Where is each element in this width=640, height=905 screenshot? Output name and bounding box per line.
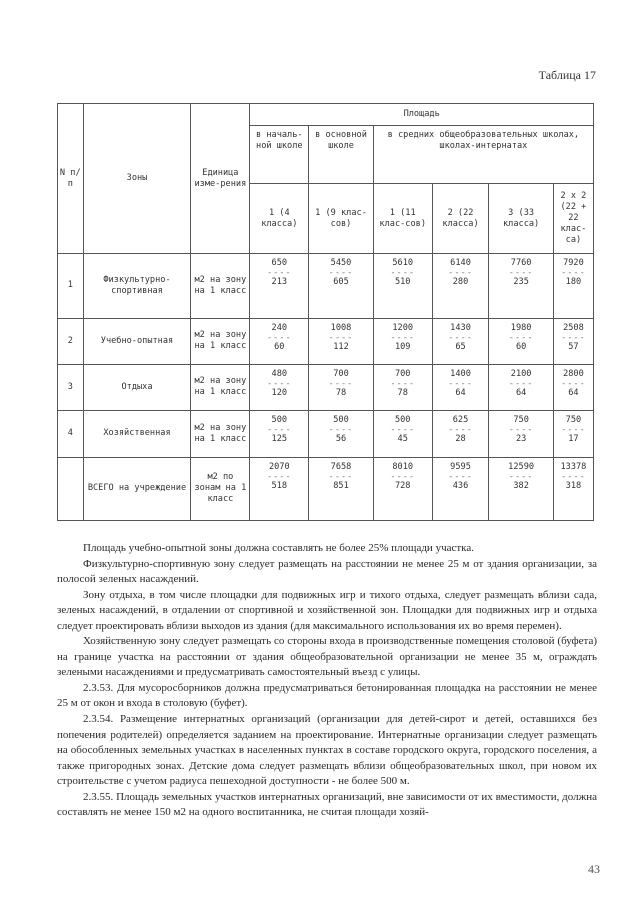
value-per-zone: 500 [394, 414, 411, 425]
value-cell [432, 318, 489, 364]
fraction-divider: ---- [508, 424, 534, 435]
value-per-class: 235 [513, 277, 529, 288]
fraction-divider: ---- [328, 424, 354, 435]
fraction-divider: ---- [266, 471, 292, 482]
header-col-3: 1 (11 клас-сов) [373, 184, 432, 254]
fraction-divider: ---- [266, 268, 292, 279]
value-per-class: 57 [568, 341, 579, 352]
paragraph: Хозяйственную зону следует размещать со стороны входа в производственные помещения столовой (буфета) на границе участка на расстоянии от здания общеобразовательной организации не менее 35 м, ограждать зелеными насаждениями и предусматривать самостоятельный въезд с улицы. [57, 635, 597, 679]
value-cell [250, 364, 309, 410]
value-per-class: 125 [271, 433, 288, 444]
value-per-zone: 5610 [392, 258, 414, 269]
value-per-zone: 7658 [330, 461, 352, 472]
fraction-divider: ---- [508, 378, 534, 389]
header-col-2: 1 (9 клас-сов) [309, 184, 373, 254]
fraction-divider: ---- [561, 471, 586, 482]
fraction-divider: ---- [266, 332, 292, 343]
value-per-class: 78 [335, 387, 347, 398]
value-per-zone: 240 [271, 322, 288, 333]
value-cell [553, 364, 593, 410]
value-cell [432, 364, 489, 410]
fraction-divider: ---- [390, 471, 416, 482]
fraction-divider: ---- [561, 332, 586, 343]
value-cell [309, 318, 373, 364]
value-per-zone: 480 [271, 368, 288, 379]
value-per-zone: 7760 [510, 258, 532, 269]
paragraph: 2.3.55. Площадь земельных участков интернатных организаций, вне зависимости от их вместимости, должна составлять не менее 150 м2 на одного воспитанника, не считая площади хозяй- [57, 790, 597, 819]
paragraph: Физкультурно-спортивную зону следует размещать на расстоянии не менее 25 м от здания организации, за полосой зеленых насаждений. [57, 557, 597, 586]
header-zone: Зоны [83, 104, 191, 254]
value-cell [489, 457, 553, 520]
fraction-divider: ---- [390, 424, 416, 435]
value-cell [309, 254, 373, 318]
row-unit: м2 на зону на 1 класс [191, 254, 250, 318]
paragraph: 2.3.53. Для мусоросборников должна предусматриваться бетонированная площадка на расстоянии не менее 25 м от окон и входа в столовую (буфет). [57, 681, 597, 710]
value-per-zone: 1008 [330, 322, 352, 333]
fraction-divider: ---- [561, 424, 586, 435]
row-number: 4 [58, 410, 84, 457]
value-cell [432, 457, 489, 520]
value-per-zone: 2508 [563, 322, 584, 333]
value-cell [432, 410, 489, 457]
value-per-zone: 1200 [392, 322, 414, 333]
header-basic-school: в основной школе [309, 126, 373, 184]
value-cell [489, 410, 553, 457]
value-per-zone: 8010 [392, 461, 414, 472]
value-per-zone: 1430 [450, 322, 471, 333]
value-cell [373, 457, 432, 520]
body-text [57, 541, 597, 821]
fraction-divider: ---- [448, 424, 473, 435]
value-per-class: 112 [333, 341, 349, 352]
value-per-class: 64 [568, 387, 579, 398]
value-per-zone: 1980 [510, 322, 532, 333]
value-cell [309, 410, 373, 457]
value-per-zone: 13378 [560, 461, 587, 472]
fraction-divider: ---- [561, 378, 586, 389]
value-per-class: 382 [513, 480, 529, 491]
value-per-class: 605 [333, 277, 349, 288]
value-per-zone: 9595 [450, 461, 471, 472]
value-per-class: 109 [394, 341, 411, 352]
value-per-class: 65 [455, 341, 466, 352]
table-row [58, 254, 594, 318]
paragraph: Зону отдыха, в том числе площадки для подвижных игр и тихого отдыха, следует размещать вблизи сада, зеленых насаждений, в отдалении от спортивной и хозяйственной зон. Площадки для подвижных игр и отдыха следует проектировать вблизи выходов из здания (для максимального использования их во время перемен). [57, 588, 597, 632]
value-per-class: 64 [455, 387, 466, 398]
value-per-class: 510 [394, 277, 411, 288]
row-zone: Физкультурно-спортивная [83, 254, 191, 318]
value-per-class: 64 [515, 387, 527, 398]
value-cell [489, 318, 553, 364]
value-per-zone: 700 [394, 368, 411, 379]
page-number: 43 [588, 862, 600, 876]
value-per-class: 28 [455, 433, 466, 444]
value-cell [553, 254, 593, 318]
value-cell [309, 457, 373, 520]
value-cell [250, 410, 309, 457]
row-zone: Хозяйственная [83, 410, 191, 457]
row-number: 2 [58, 318, 84, 364]
value-per-class: 78 [397, 387, 408, 398]
fraction-divider: ---- [328, 268, 354, 279]
table-row [58, 457, 594, 520]
value-per-zone: 750 [513, 414, 529, 425]
fraction-divider: ---- [328, 332, 354, 343]
value-per-zone: 500 [271, 414, 288, 425]
fraction-divider: ---- [266, 424, 292, 435]
value-cell [373, 318, 432, 364]
value-per-zone: 650 [271, 258, 288, 269]
value-per-class: 45 [397, 433, 408, 444]
value-cell [489, 254, 553, 318]
value-cell [309, 364, 373, 410]
land-area-table [57, 103, 594, 521]
value-per-class: 17 [568, 433, 579, 444]
fraction-divider: ---- [390, 378, 416, 389]
fraction-divider: ---- [390, 332, 416, 343]
value-cell [250, 254, 309, 318]
fraction-divider: ---- [561, 268, 586, 279]
row-zone: Учебно-опытная [83, 318, 191, 364]
table-row [58, 410, 594, 457]
paragraph: Площадь учебно-опытной зоны должна составлять не более 25% площади участка. [83, 542, 474, 554]
value-per-class: 436 [452, 480, 469, 491]
value-per-zone: 625 [452, 414, 469, 425]
value-cell [373, 410, 432, 457]
value-per-zone: 2070 [268, 461, 290, 472]
fraction-divider: ---- [448, 332, 473, 343]
value-per-class: 318 [565, 480, 582, 491]
row-unit: м2 на зону на 1 класс [191, 364, 250, 410]
value-per-class: 120 [271, 387, 288, 398]
table-row [58, 318, 594, 364]
fraction-divider: ---- [266, 378, 292, 389]
value-per-class: 23 [515, 433, 527, 444]
value-per-zone: 2100 [510, 368, 532, 379]
header-secondary-school: в средних общеобразовательных школах, школах-интернатах [373, 126, 593, 184]
header-col-4: 2 (22 класса) [432, 184, 489, 254]
fraction-divider: ---- [508, 471, 534, 482]
row-unit: м2 на зону на 1 класс [191, 318, 250, 364]
header-col-1: 1 (4 класса) [250, 184, 309, 254]
value-per-zone: 5450 [330, 258, 352, 269]
row-unit: м2 по зонам на 1 класс [191, 457, 250, 520]
row-number: 1 [58, 254, 84, 318]
value-per-zone: 7920 [563, 258, 584, 269]
value-cell [250, 457, 309, 520]
fraction-divider: ---- [448, 268, 473, 279]
header-area: Площадь [250, 104, 594, 126]
table-row [58, 364, 594, 410]
value-per-class: 180 [565, 277, 582, 288]
value-per-class: 213 [271, 277, 288, 288]
fraction-divider: ---- [328, 378, 354, 389]
header-n: N п/п [58, 104, 84, 254]
fraction-divider: ---- [508, 268, 534, 279]
fraction-divider: ---- [390, 268, 416, 279]
value-per-class: 56 [335, 433, 347, 444]
fraction-divider: ---- [328, 471, 354, 482]
value-cell [553, 410, 593, 457]
value-per-zone: 2800 [563, 368, 584, 379]
value-per-class: 518 [271, 480, 288, 491]
value-cell [489, 364, 553, 410]
value-per-zone: 1400 [450, 368, 471, 379]
value-per-class: 728 [394, 480, 411, 491]
row-zone: Отдыха [83, 364, 191, 410]
value-per-class: 60 [274, 341, 285, 352]
row-number: 3 [58, 364, 84, 410]
value-cell [373, 364, 432, 410]
value-per-zone: 750 [565, 414, 582, 425]
value-cell [373, 254, 432, 318]
fraction-divider: ---- [448, 471, 473, 482]
header-primary-school: в началь-ной школе [250, 126, 309, 184]
value-cell [553, 457, 593, 520]
header-unit: Единица изме-рения [191, 104, 250, 254]
value-per-zone: 700 [333, 368, 349, 379]
value-per-zone: 6140 [450, 258, 471, 269]
header-col-6: 2 x 2 (22 + 22 клас-са) [553, 184, 593, 254]
fraction-divider: ---- [448, 378, 473, 389]
value-per-zone: 500 [333, 414, 349, 425]
value-per-class: 851 [333, 480, 349, 491]
value-per-class: 280 [452, 277, 469, 288]
value-cell [553, 318, 593, 364]
value-per-zone: 12590 [508, 461, 535, 472]
table-caption: Таблица 17 [538, 68, 596, 82]
header-col-5: 3 (33 класса) [489, 184, 553, 254]
value-per-class: 60 [515, 341, 527, 352]
row-unit: м2 на зону на 1 класс [191, 410, 250, 457]
paragraph: 2.3.54. Размещение интернатных организаций (организации для детей-сирот и детей, оставшихся без попечения родителей) определяется заданием на проектирование. Интернатные организации следует размещать на обособленных земельных участках в населенных пунктах в составе городского округа, городского поселения, а также пригородных зонах. Детские дома следует размещать вблизи общеобразовательных школ, при новом их строительстве с учетом радиуса пешеходной доступности - не более 500 м. [57, 713, 597, 788]
fraction-divider: ---- [508, 332, 534, 343]
value-cell [250, 318, 309, 364]
value-cell [432, 254, 489, 318]
row-number [58, 457, 84, 520]
row-zone: ВСЕГО на учреждение [83, 457, 191, 520]
